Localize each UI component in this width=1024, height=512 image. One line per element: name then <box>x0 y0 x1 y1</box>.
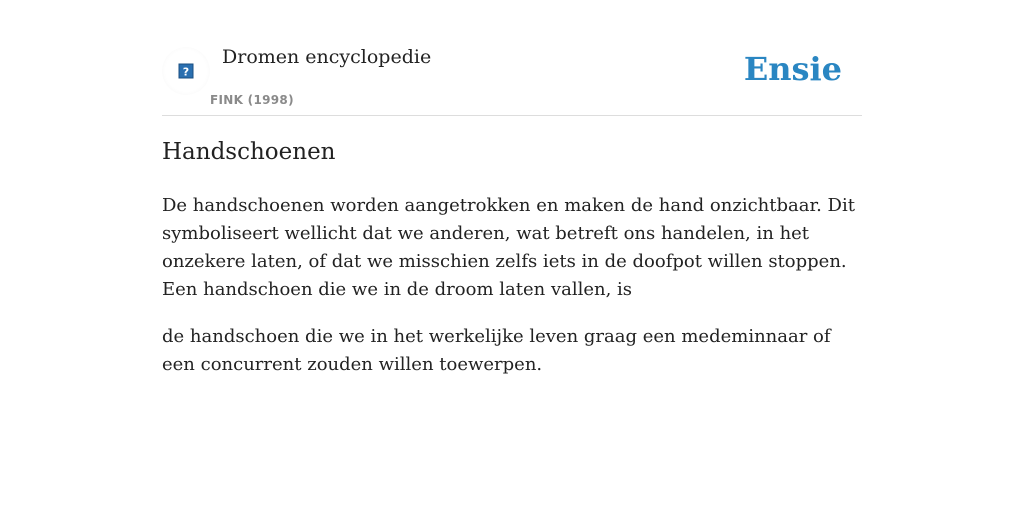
book-cover-icon[interactable] <box>162 47 210 95</box>
svg-text:?: ? <box>182 65 190 79</box>
article-paragraph: de handschoen die we in het werkelijke leven graag een medeminnaar of een concurrent zouden willen toewerpen. <box>162 326 831 375</box>
book-author-year: FINK (1998) <box>210 93 294 107</box>
book-title[interactable]: Dromen encyclopedie <box>222 46 432 68</box>
question-box-icon <box>178 63 194 79</box>
ensie-logo[interactable]: Ensie <box>743 50 842 88</box>
article-body <box>162 192 862 398</box>
article-paragraph: De handschoenen worden aangetrokken en maken de hand onzichtbaar. Dit symboliseert wellicht dat we anderen, wat betreft ons handelen, in het onzekere laten, of dat we misschien zelfs iets in de doofpot willen stoppen. Een handschoen die we in de droom laten vallen, is <box>162 195 855 300</box>
article-title: Handschoenen <box>162 139 336 165</box>
header <box>162 40 862 116</box>
